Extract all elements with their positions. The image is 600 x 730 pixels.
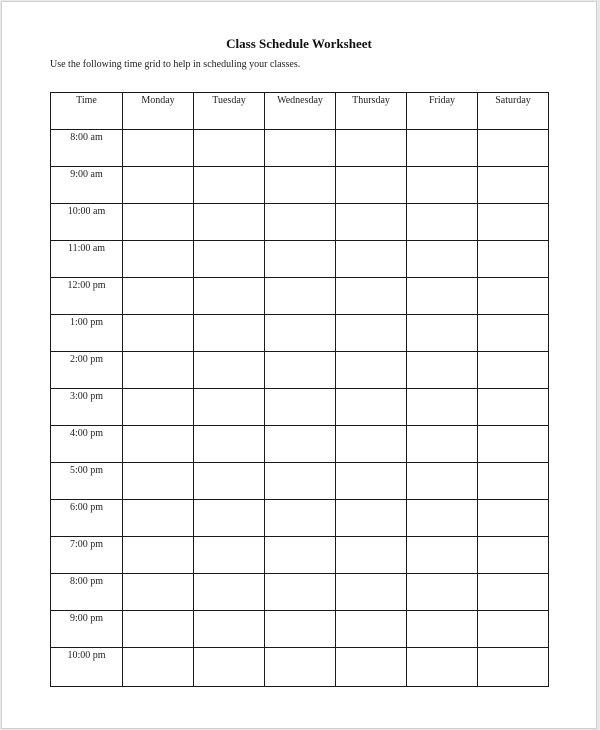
schedule-cell-friday[interactable] — [407, 500, 478, 537]
column-header-tuesday: Tuesday — [194, 93, 265, 130]
schedule-cell-friday[interactable] — [407, 278, 478, 315]
schedule-cell-monday[interactable] — [123, 130, 194, 167]
schedule-cell-thursday[interactable] — [336, 574, 407, 611]
schedule-cell-monday[interactable] — [123, 204, 194, 241]
time-slot-label: 6:00 pm — [51, 500, 123, 537]
instructions-text: Use the following time grid to help in scheduling your classes. — [50, 59, 301, 70]
schedule-cell-thursday[interactable] — [336, 426, 407, 463]
worksheet-page — [1, 1, 597, 729]
time-slot-label: 3:00 pm — [51, 389, 123, 426]
schedule-cell-thursday[interactable] — [336, 537, 407, 574]
schedule-cell-saturday[interactable] — [478, 130, 549, 167]
column-header-saturday: Saturday — [478, 93, 549, 130]
schedule-cell-monday[interactable] — [123, 648, 194, 687]
time-row — [51, 611, 549, 648]
schedule-cell-tuesday[interactable] — [194, 241, 265, 278]
schedule-cell-saturday[interactable] — [478, 537, 549, 574]
schedule-cell-monday[interactable] — [123, 278, 194, 315]
time-slot-label: 7:00 pm — [51, 537, 123, 574]
time-slot-label: 9:00 pm — [51, 611, 123, 648]
time-slot-label: 10:00 pm — [51, 648, 123, 687]
schedule-cell-friday[interactable] — [407, 426, 478, 463]
schedule-cell-monday[interactable] — [123, 500, 194, 537]
schedule-cell-tuesday[interactable] — [194, 500, 265, 537]
schedule-cell-saturday[interactable] — [478, 352, 549, 389]
schedule-cell-wednesday[interactable] — [265, 648, 336, 687]
schedule-cell-saturday[interactable] — [478, 315, 549, 352]
header-row — [51, 93, 549, 130]
time-row — [51, 167, 549, 204]
schedule-cell-monday[interactable] — [123, 537, 194, 574]
schedule-cell-tuesday[interactable] — [194, 352, 265, 389]
schedule-cell-wednesday[interactable] — [265, 130, 336, 167]
schedule-cell-monday[interactable] — [123, 315, 194, 352]
schedule-cell-thursday[interactable] — [336, 389, 407, 426]
schedule-cell-wednesday[interactable] — [265, 463, 336, 500]
schedule-cell-friday[interactable] — [407, 537, 478, 574]
schedule-cell-friday[interactable] — [407, 130, 478, 167]
schedule-cell-friday[interactable] — [407, 167, 478, 204]
column-header-wednesday: Wednesday — [265, 93, 336, 130]
schedule-cell-wednesday[interactable] — [265, 500, 336, 537]
schedule-cell-thursday[interactable] — [336, 167, 407, 204]
schedule-cell-wednesday[interactable] — [265, 574, 336, 611]
schedule-cell-wednesday[interactable] — [265, 389, 336, 426]
schedule-cell-monday[interactable] — [123, 611, 194, 648]
time-row — [51, 241, 549, 278]
schedule-cell-tuesday[interactable] — [194, 537, 265, 574]
schedule-cell-thursday[interactable] — [336, 241, 407, 278]
schedule-cell-friday[interactable] — [407, 352, 478, 389]
schedule-cell-tuesday[interactable] — [194, 130, 265, 167]
schedule-cell-saturday[interactable] — [478, 463, 549, 500]
schedule-cell-tuesday[interactable] — [194, 463, 265, 500]
column-header-thursday: Thursday — [336, 93, 407, 130]
time-row — [51, 648, 549, 687]
schedule-cell-thursday[interactable] — [336, 648, 407, 687]
schedule-cell-tuesday[interactable] — [194, 389, 265, 426]
time-slot-label: 11:00 am — [51, 241, 123, 278]
time-slot-label: 1:00 pm — [51, 315, 123, 352]
schedule-cell-wednesday[interactable] — [265, 204, 336, 241]
schedule-cell-tuesday[interactable] — [194, 611, 265, 648]
schedule-cell-friday[interactable] — [407, 574, 478, 611]
time-row — [51, 130, 549, 167]
schedule-cell-monday[interactable] — [123, 167, 194, 204]
schedule-cell-monday[interactable] — [123, 574, 194, 611]
schedule-cell-monday[interactable] — [123, 352, 194, 389]
schedule-cell-monday[interactable] — [123, 389, 194, 426]
time-row — [51, 278, 549, 315]
time-slot-label: 9:00 am — [51, 167, 123, 204]
schedule-cell-thursday[interactable] — [336, 278, 407, 315]
schedule-cell-thursday[interactable] — [336, 500, 407, 537]
schedule-cell-monday[interactable] — [123, 241, 194, 278]
time-row — [51, 352, 549, 389]
schedule-cell-tuesday[interactable] — [194, 648, 265, 687]
schedule-cell-wednesday[interactable] — [265, 537, 336, 574]
time-slot-label: 8:00 pm — [51, 574, 123, 611]
schedule-cell-thursday[interactable] — [336, 463, 407, 500]
time-slot-label: 5:00 pm — [51, 463, 123, 500]
schedule-cell-friday[interactable] — [407, 315, 478, 352]
schedule-cell-thursday[interactable] — [336, 204, 407, 241]
time-slot-label: 10:00 am — [51, 204, 123, 241]
schedule-cell-tuesday[interactable] — [194, 204, 265, 241]
schedule-cell-friday[interactable] — [407, 463, 478, 500]
schedule-cell-tuesday[interactable] — [194, 426, 265, 463]
schedule-cell-tuesday[interactable] — [194, 278, 265, 315]
schedule-cell-friday[interactable] — [407, 611, 478, 648]
schedule-cell-saturday[interactable] — [478, 278, 549, 315]
schedule-cell-friday[interactable] — [407, 241, 478, 278]
schedule-cell-wednesday[interactable] — [265, 167, 336, 204]
schedule-cell-friday[interactable] — [407, 648, 478, 687]
time-slot-label: 12:00 pm — [51, 278, 123, 315]
schedule-cell-thursday[interactable] — [336, 315, 407, 352]
time-row — [51, 204, 549, 241]
schedule-cell-saturday[interactable] — [478, 500, 549, 537]
schedule-cell-thursday[interactable] — [336, 352, 407, 389]
schedule-cell-saturday[interactable] — [478, 426, 549, 463]
schedule-cell-wednesday[interactable] — [265, 352, 336, 389]
schedule-cell-friday[interactable] — [407, 204, 478, 241]
column-header-time: Time — [51, 93, 123, 130]
schedule-cell-thursday[interactable] — [336, 611, 407, 648]
schedule-cell-wednesday[interactable] — [265, 241, 336, 278]
schedule-cell-tuesday[interactable] — [194, 315, 265, 352]
schedule-cell-monday[interactable] — [123, 426, 194, 463]
schedule-cell-wednesday[interactable] — [265, 426, 336, 463]
time-row — [51, 537, 549, 574]
time-slot-label: 4:00 pm — [51, 426, 123, 463]
time-row — [51, 500, 549, 537]
schedule-grid — [50, 92, 549, 687]
schedule-cell-tuesday[interactable] — [194, 574, 265, 611]
column-header-monday: Monday — [123, 93, 194, 130]
schedule-cell-tuesday[interactable] — [194, 167, 265, 204]
schedule-cell-wednesday[interactable] — [265, 611, 336, 648]
schedule-cell-saturday[interactable] — [478, 648, 549, 687]
schedule-cell-saturday[interactable] — [478, 389, 549, 426]
schedule-cell-friday[interactable] — [407, 389, 478, 426]
time-row — [51, 315, 549, 352]
page-title: Class Schedule Worksheet — [226, 36, 372, 51]
time-slot-label: 8:00 am — [51, 130, 123, 167]
time-row — [51, 574, 549, 611]
schedule-cell-thursday[interactable] — [336, 130, 407, 167]
time-row — [51, 463, 549, 500]
time-slot-label: 2:00 pm — [51, 352, 123, 389]
schedule-cell-saturday[interactable] — [478, 241, 549, 278]
schedule-cell-saturday[interactable] — [478, 611, 549, 648]
schedule-cell-saturday[interactable] — [478, 167, 549, 204]
time-row — [51, 426, 549, 463]
time-row — [51, 389, 549, 426]
schedule-cell-wednesday[interactable] — [265, 315, 336, 352]
schedule-cell-saturday[interactable] — [478, 204, 549, 241]
schedule-cell-wednesday[interactable] — [265, 278, 336, 315]
column-header-friday: Friday — [407, 93, 478, 130]
schedule-cell-saturday[interactable] — [478, 574, 549, 611]
schedule-cell-monday[interactable] — [123, 463, 194, 500]
